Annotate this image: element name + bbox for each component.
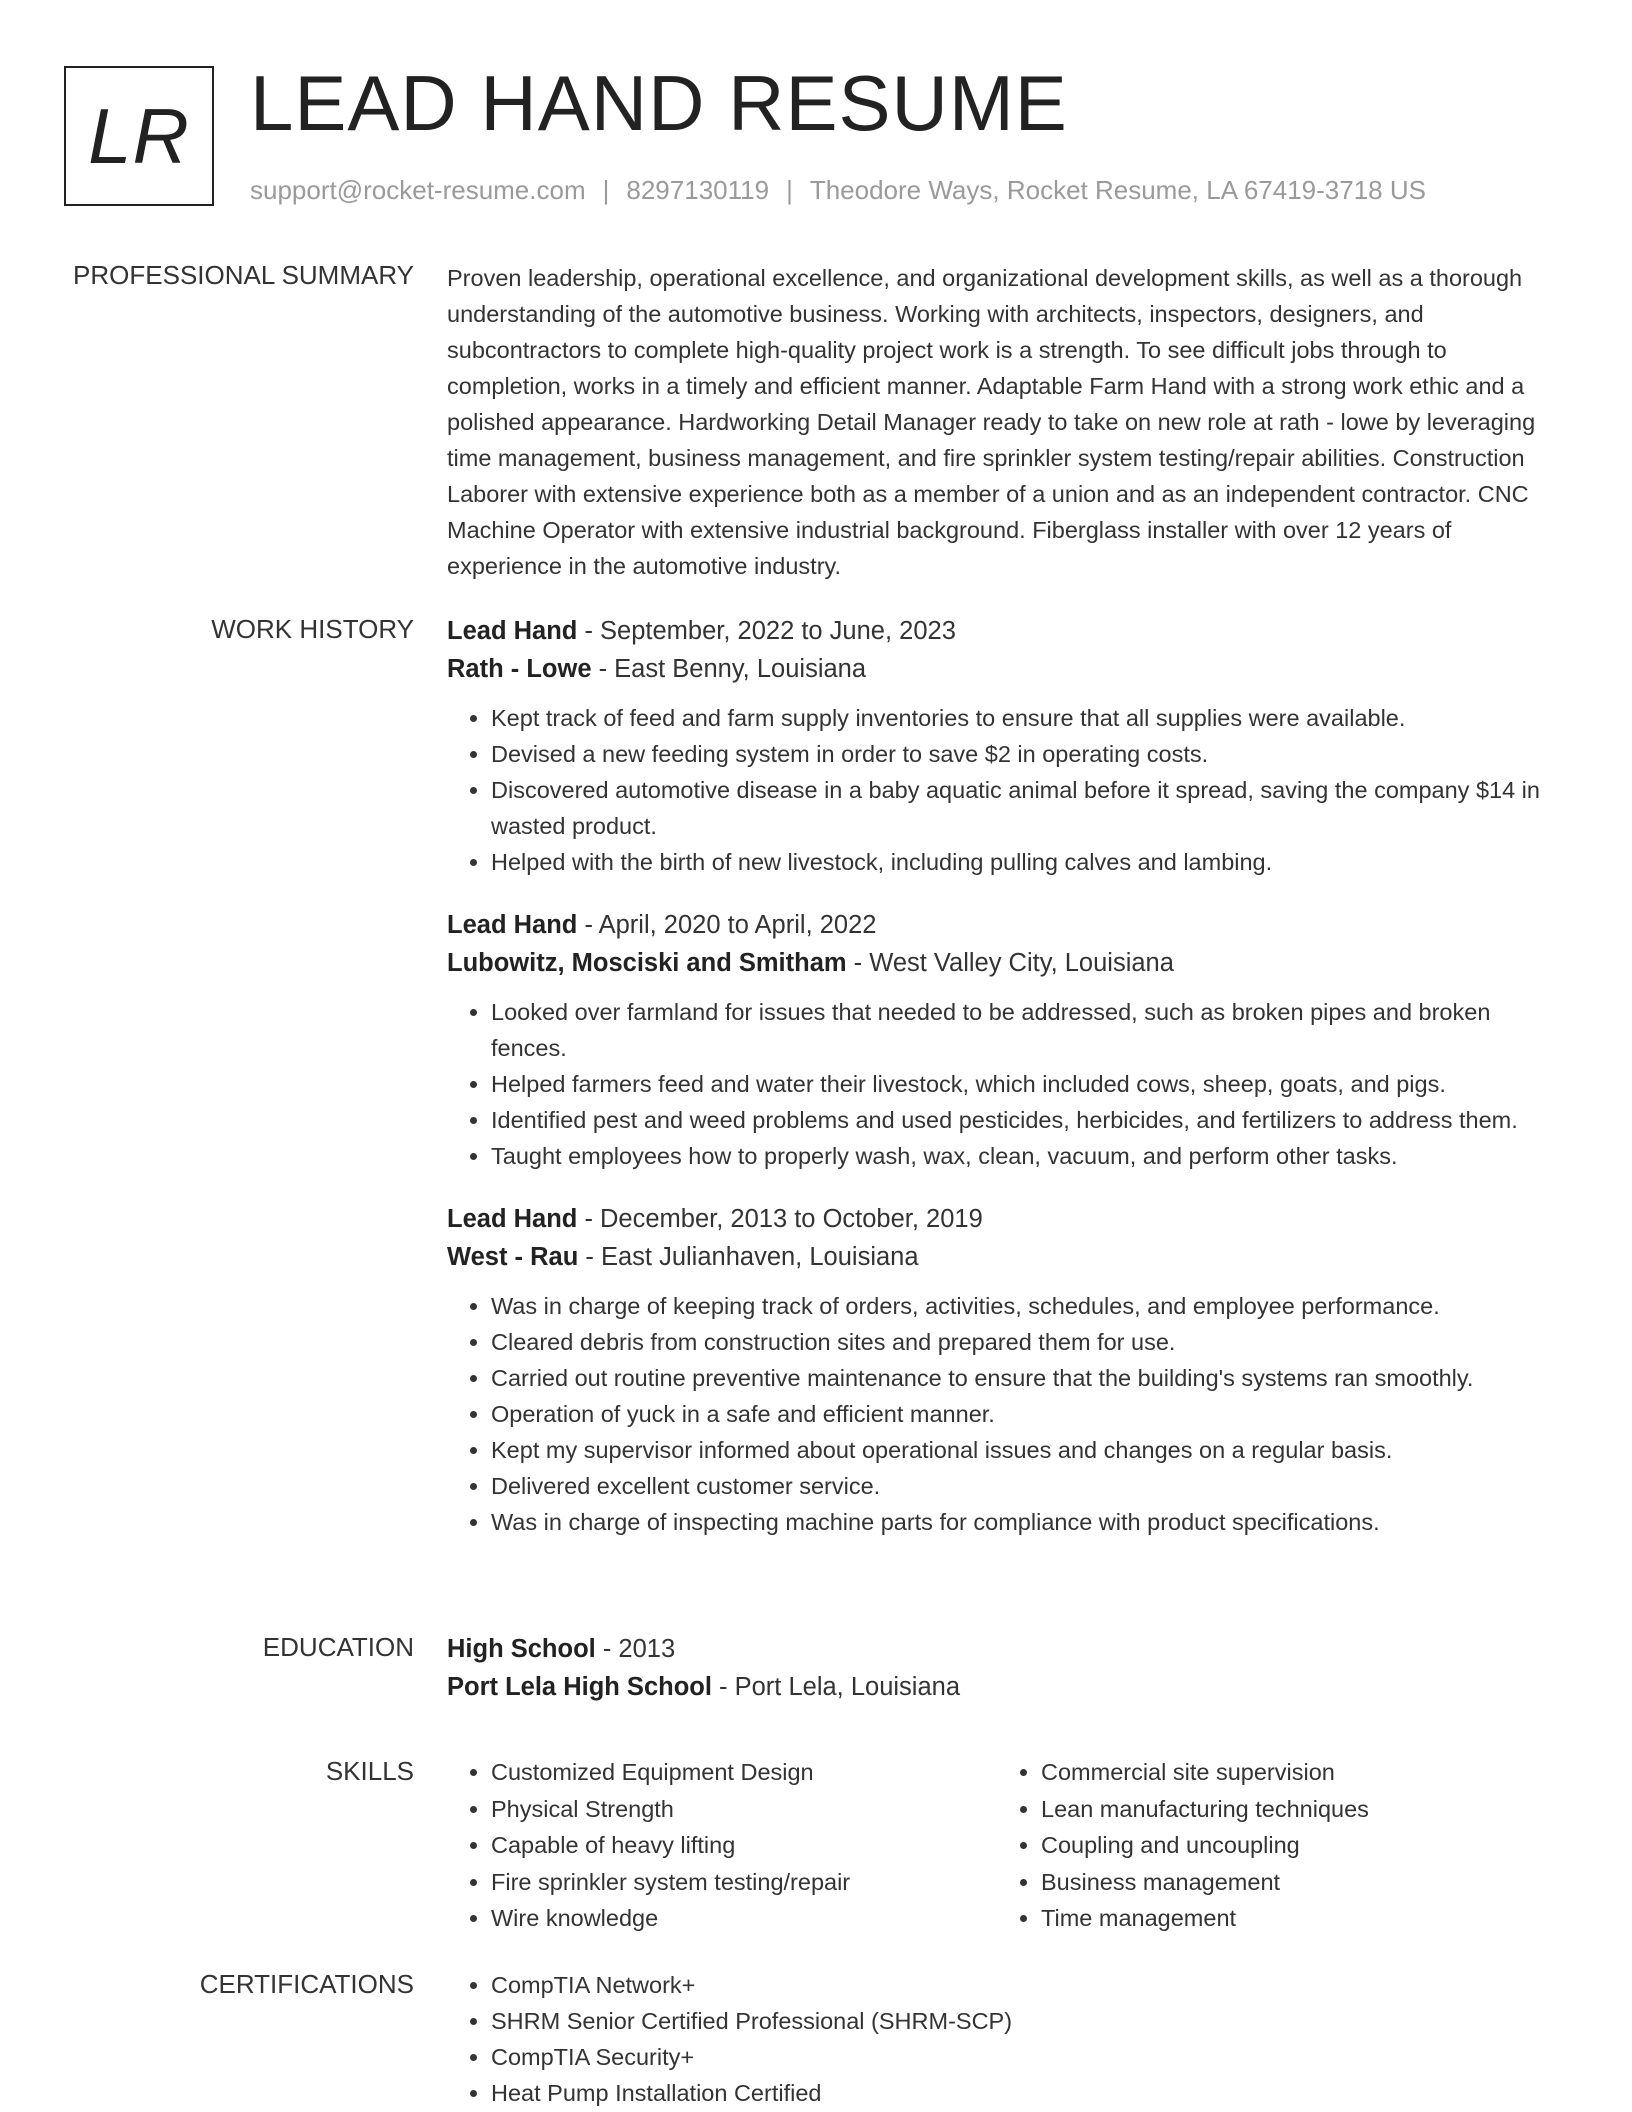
list-item: • Helped farmers feed and water their livestock, which included cows, sheep, goats, and pigs. [491, 1066, 1557, 1102]
job-entry [447, 906, 1557, 1174]
job-company: Rath - Lowe [447, 655, 592, 683]
skill-item: • Time management [1041, 1900, 1547, 1937]
list-item: • Discovered automotive disease in a baby aquatic animal before it spread, saving the company $14 in wasted product. [491, 772, 1557, 844]
section-heading-work-history: WORK HISTORY [211, 614, 414, 644]
certification-item: • Heat Pump Installation Certified [491, 2075, 1557, 2111]
education-location: - Port Lela, Louisiana [711, 1673, 961, 1701]
skill-item: • Coupling and uncoupling [1041, 1827, 1547, 1864]
job-duties-list [447, 994, 1557, 1174]
job-dates: - April, 2020 to April, 2022 [577, 911, 877, 939]
job-entry [447, 612, 1557, 880]
contact-separator: | [602, 175, 610, 205]
job-company: West - Rau [447, 1243, 579, 1271]
job-location: - East Julianhaven, Louisiana [578, 1243, 919, 1271]
contact-line [250, 174, 1426, 206]
list-item: • Kept track of feed and farm supply inventories to ensure that all supplies were available. [491, 700, 1557, 736]
education-degree: High School [447, 1635, 596, 1663]
monogram-logo: LR [64, 66, 214, 206]
list-item: • Was in charge of keeping track of orders, activities, schedules, and employee performance. [491, 1288, 1557, 1324]
list-item: • Was in charge of inspecting machine parts for compliance with product specifications. [491, 1504, 1557, 1540]
certification-item: • CompTIA Network+ [491, 1967, 1557, 2003]
list-item: • Devised a new feeding system in order to save $2 in operating costs. [491, 736, 1557, 772]
skill-item: • Customized Equipment Design [491, 1754, 997, 1791]
job-location: - East Benny, Louisiana [591, 655, 867, 683]
contact-address: Theodore Ways, Rocket Resume, LA 67419-3718 US [809, 175, 1426, 205]
skill-item: • Lean manufacturing techniques [1041, 1791, 1547, 1828]
contact-email: support@rocket-resume.com [250, 175, 586, 205]
summary-text: Proven leadership, operational excellence, and organizational development skills, as well as a thorough understanding of the automotive business. Working with architects, inspectors, designers, and subcontractors to complete high-quality project work is a strength. To see difficult jobs through to completion, works in a timely and efficient manner. Adaptable Farm Hand with a strong work ethic and a polished appearance. Hardworking Detail Manager ready to take on new role at rath - lowe by leveraging time management, business management, and fire sprinkler system testing/repair abilities. Construction Laborer with extensive experience both as a member of a union and as an independent contractor. CNC Machine Operator with extensive industrial background. Fiberglass installer with over 12 years of experience in the automotive industry. [447, 265, 1536, 579]
skill-item: • Wire knowledge [491, 1900, 997, 1937]
job-dates: - September, 2022 to June, 2023 [577, 617, 956, 645]
list-item: • Carried out routine preventive maintenance to ensure that the building's systems ran smoothly. [491, 1360, 1557, 1396]
section-heading-summary: PROFESSIONAL SUMMARY [73, 260, 414, 290]
section-heading-education: EDUCATION [262, 1632, 414, 1662]
skill-item: • Physical Strength [491, 1791, 997, 1828]
list-item: • Kept my supervisor informed about operational issues and changes on a regular basis. [491, 1432, 1557, 1468]
skill-item: • Business management [1041, 1864, 1547, 1901]
certifications-list [447, 1967, 1557, 2111]
job-duties-list [447, 1288, 1557, 1540]
contact-separator: | [786, 175, 793, 205]
job-title: Lead Hand [447, 911, 578, 939]
skill-item: • Fire sprinkler system testing/repair [491, 1864, 997, 1901]
job-title: Lead Hand [447, 617, 578, 645]
skill-item: • Capable of heavy lifting [491, 1827, 997, 1864]
contact-phone: 8297130119 [626, 175, 770, 205]
job-duties-list [447, 700, 1557, 880]
list-item: • Looked over farmland for issues that needed to be addressed, such as broken pipes and broken fences. [491, 994, 1557, 1066]
list-item: • Operation of yuck in a safe and efficient manner. [491, 1396, 1557, 1432]
list-item: • Identified pest and weed problems and used pesticides, herbicides, and fertilizers to address them. [491, 1102, 1557, 1138]
list-item: • Taught employees how to properly wash, wax, clean, vacuum, and perform other tasks. [491, 1138, 1557, 1174]
section-heading-certifications: CERTIFICATIONS [199, 1969, 414, 1999]
list-item: • Cleared debris from construction sites and prepared them for use. [491, 1324, 1557, 1360]
list-item: • Delivered excellent customer service. [491, 1468, 1557, 1504]
certification-item: • SHRM Senior Certified Professional (SHRM-SCP) [491, 2003, 1557, 2039]
list-item: • Helped with the birth of new livestock, including pulling calves and lambing. [491, 844, 1557, 880]
skill-item: • Commercial site supervision [1041, 1754, 1547, 1791]
resume-title: LEAD HAND RESUME [250, 59, 1068, 147]
education-year: - 2013 [595, 1635, 676, 1663]
skills-list-left [447, 1754, 997, 1937]
job-location: - West Valley City, Louisiana [846, 949, 1174, 977]
skills-list-right [997, 1754, 1547, 1937]
section-heading-skills: SKILLS [325, 1756, 414, 1786]
job-entry [447, 1200, 1557, 1540]
job-dates: - December, 2013 to October, 2019 [577, 1205, 983, 1233]
certification-item: • CompTIA Security+ [491, 2039, 1557, 2075]
education-school: Port Lela High School [447, 1673, 712, 1701]
job-company: Lubowitz, Mosciski and Smitham [447, 949, 847, 977]
job-title: Lead Hand [447, 1205, 578, 1233]
